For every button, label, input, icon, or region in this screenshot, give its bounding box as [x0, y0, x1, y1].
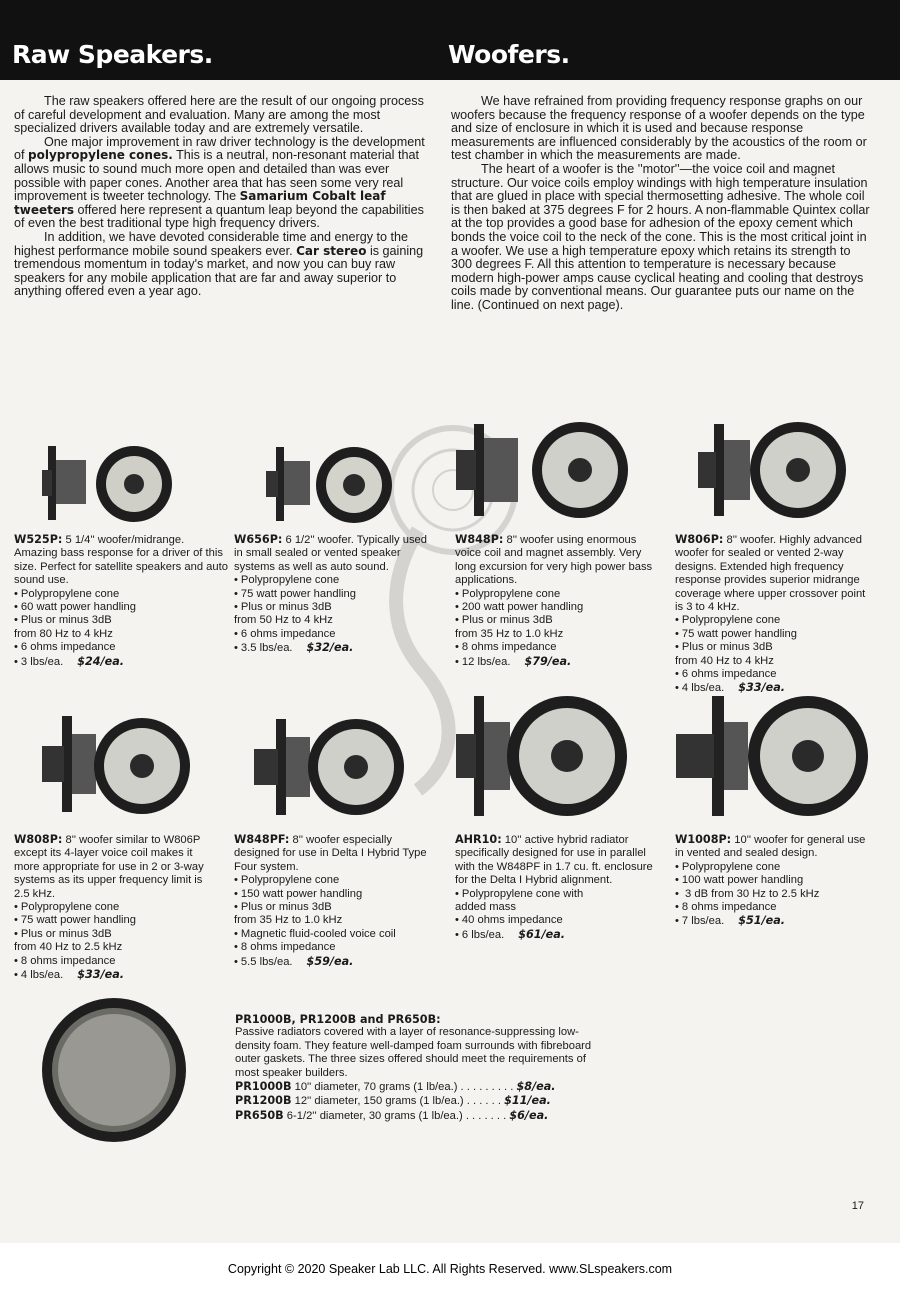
section-title-woofers: Woofers. — [448, 40, 570, 69]
spec-item: • Polypropylene cone — [14, 588, 229, 601]
spec-item: • 8 ohms impedance — [455, 641, 655, 654]
spec-item: • 3 dB from 30 Hz to 2.5 kHz — [675, 888, 875, 901]
intro-left-para-1: The raw speakers offered here are the result of our ongoing process of careful development and evaluation. Many are among the most specialized drivers available today and are extremely versatile. — [14, 94, 424, 136]
spec-item: • Plus or minus 3dB — [14, 928, 214, 941]
spec-item: • Polypropylene cone — [234, 874, 434, 887]
spec-item: • Plus or minus 3dB — [234, 601, 434, 614]
passive-radiators-title: PR1000B, PR1200B and PR650B: — [235, 1013, 441, 1026]
passive-row-pr1000b: PR1000B 10'' diameter, 70 grams (1 lb/ea.) . . . . . . . . . $8/ea. — [235, 1080, 556, 1094]
product-desc: 8'' woofer similar to W806P except its 4-layer voice coil makes it more appropriate for use in 2 or 3-way systems as its upper frequency limit is 2.5 kHz. — [14, 834, 204, 900]
spec-item: from 40 Hz to 2.5 kHz — [14, 941, 123, 954]
page-number: 17 — [851, 1200, 864, 1212]
w848pf-speaker-image — [248, 715, 408, 819]
intro-right-para-2: The heart of a woofer is the ''motor''—the voice coil and magnet structure. Our voice coils employ windings with high temperature insulation that are glued in place with special thermosetting adhesive. The whole coil is then baked at 375 degrees F for 2 hours. A non-flammable Quintex collar at the top provides a good base for adhesion of the epoxy cement which bonds the voice coil to the neck of the cone. This is the most critical joint in a woofer. We use a high temperature epoxy which retains its strength to 300 degrees F. All this attention to temperature is necessary because modern high-power amps cause cyclical heating and cooling that destroys coils made by conventional means. Our guarantee puts our name on the line. (Continued on next page). — [451, 161, 870, 312]
price: $32/ea. — [306, 641, 354, 655]
spec-item: • Polypropylene cone — [234, 574, 434, 587]
section-title-raw-speakers: Raw Speakers. — [12, 40, 213, 69]
product-w806p — [675, 533, 875, 696]
passive-row-pr650b: PR650B 6-1/2'' diameter, 30 grams (1 lb/ea.) . . . . . . . $6/ea. — [235, 1108, 549, 1122]
spec-item: • 200 watt power handling — [455, 601, 655, 614]
spec-item: • 150 watt power handling — [234, 888, 434, 901]
spec-item: from 35 Hz to 1.0 kHz — [234, 914, 343, 927]
price: $24/ea. — [77, 654, 125, 668]
spec-item: • Magnetic fluid-cooled voice coil — [234, 928, 434, 941]
spec-item: • Polypropylene cone — [455, 588, 655, 601]
product-code: W656P: — [234, 533, 283, 546]
product-desc: 5 1/4'' woofer/midrange. Amazing bass response for a driver of this size. Perfect for satellite speakers and auto sound use. — [14, 534, 228, 587]
price: $11/ea. — [504, 1094, 551, 1108]
product-w525p — [14, 533, 229, 669]
copyright-notice: Copyright © 2020 Speaker Lab LLC. All Rights Reserved. www.SLspeakers.com — [227, 1262, 673, 1276]
product-w808p — [14, 833, 214, 982]
spec-item: • Polypropylene cone — [14, 901, 214, 914]
product-w1008p — [675, 833, 875, 929]
highlight-samarium: Samarium Cobalt leaf tweeters — [14, 189, 386, 217]
product-desc: 6 1/2'' woofer. Typically used in small sealed or vented speaker systems as well as auto sound. — [234, 534, 427, 573]
product-w656p — [234, 533, 434, 656]
passive-radiators-block — [235, 1013, 595, 1123]
product-desc: 8'' woofer. Highly advanced woofer for sealed or vented 2-way designs. Extended high frequency response provides superior midrange coverage where upper crossover point is 3 to 4 kHz. — [675, 534, 866, 614]
spec-item: • Polypropylene cone — [675, 861, 875, 874]
spec-list — [455, 888, 655, 943]
price: $61/ea. — [518, 927, 566, 941]
spec-item: • 8 ohms impedance — [675, 901, 875, 914]
product-w848p — [455, 533, 655, 669]
spec-item: • 75 watt power handling — [675, 628, 875, 641]
spec-item: from 35 Hz to 1.0 kHz — [455, 627, 564, 640]
spec-list — [234, 874, 434, 969]
product-code: W848P: — [455, 533, 504, 546]
product-ahr10 — [455, 833, 655, 942]
spec-list — [675, 861, 875, 929]
spec-item: from 50 Hz to 4 kHz — [234, 614, 333, 627]
ahr10-speaker-image — [452, 692, 627, 820]
product-code: AHR10: — [455, 833, 502, 846]
product-code: W525P: — [14, 533, 63, 546]
spec-item: • Plus or minus 3dB — [675, 641, 875, 654]
w525p-speaker-image — [38, 442, 178, 524]
spec-item: added mass — [455, 901, 516, 914]
spec-item: • Plus or minus 3dB — [234, 901, 434, 914]
price: $59/ea. — [306, 954, 354, 968]
spec-item: • Polypropylene cone with — [455, 888, 655, 901]
w806p-speaker-image — [690, 420, 850, 520]
spec-item: • 6 ohms impedance — [234, 628, 434, 641]
spec-list — [675, 614, 875, 695]
spec-item: from 80 Hz to 4 kHz — [14, 627, 113, 640]
spec-item: • 8 ohms impedance — [234, 941, 434, 954]
product-w848pf — [234, 833, 434, 969]
spec-item: • 6 ohms impedance — [675, 668, 875, 681]
spec-weight-price: • 6 lbs/ea. $61/ea. — [455, 928, 655, 942]
highlight-car-stereo: Car stereo — [296, 243, 367, 258]
spec-weight-price: • 4 lbs/ea. $33/ea. — [14, 968, 214, 982]
product-code: W806P: — [675, 533, 724, 546]
w808p-speaker-image — [34, 712, 194, 816]
intro-right-para-1: We have refrained from providing frequency response graphs on our woofers because the frequency response of a woofer depends on the type and size of enclosure in which it is used and because response measurements are influenced considerably by the acoustics of the room or test chamber in which the measurements are made. — [451, 94, 867, 163]
spec-list — [234, 574, 434, 655]
price: $6/ea. — [509, 1108, 549, 1122]
spec-item: • 75 watt power handling — [14, 914, 214, 927]
passive-radiator-image — [40, 996, 188, 1144]
product-code: W808P: — [14, 833, 63, 846]
intro-left-para-2: One major improvement in raw driver technology is the development of polypropylene cones. This is a neutral, non-resonant material that allows music to sound much more open and detailed than was ever possible with paper cones. Another area that has seen some very real improvement is tweeter technology. The Samarium Cobalt leaf tweeters offered here represent a quantum leap beyond the capabilities of even the best traditional type high frequency drivers. — [14, 134, 425, 231]
w848p-speaker-image — [452, 420, 632, 520]
intro-left — [14, 95, 429, 299]
spec-list — [14, 588, 229, 669]
spec-list — [14, 901, 214, 982]
price: $51/ea. — [738, 914, 786, 928]
spec-item: from 40 Hz to 4 kHz — [675, 654, 774, 667]
spec-item: • 8 ohms impedance — [14, 955, 214, 968]
spec-weight-price: • 4 lbs/ea. $33/ea. — [675, 681, 875, 695]
spec-item: • 60 watt power handling — [14, 601, 229, 614]
spec-weight-price: • 3 lbs/ea. $24/ea. — [14, 655, 229, 669]
header-banner — [0, 0, 900, 80]
spec-item: • 40 ohms impedance — [455, 914, 655, 927]
highlight-polypropylene: polypropylene cones. — [28, 148, 173, 163]
spec-item: • Polypropylene cone — [675, 614, 875, 627]
price: $33/ea. — [77, 968, 125, 982]
spec-item: • 100 watt power handling — [675, 874, 875, 887]
spec-item: • 6 ohms impedance — [14, 641, 229, 654]
w1008p-speaker-image — [668, 692, 873, 820]
w656p-speaker-image — [258, 443, 398, 525]
spec-item: • Plus or minus 3dB — [455, 614, 655, 627]
spec-weight-price: • 7 lbs/ea. $51/ea. — [675, 914, 875, 928]
spec-weight-price: • 12 lbs/ea. $79/ea. — [455, 655, 655, 669]
price: $33/ea. — [738, 681, 786, 695]
spec-list — [455, 588, 655, 669]
spec-weight-price: • 3.5 lbs/ea. $32/ea. — [234, 641, 434, 655]
product-code: W848PF: — [234, 833, 290, 846]
intro-right — [451, 95, 871, 313]
spec-item: • 75 watt power handling — [234, 588, 434, 601]
product-code: W1008P: — [675, 833, 732, 846]
spec-weight-price: • 5.5 lbs/ea. $59/ea. — [234, 955, 434, 969]
product-desc: 10'' woofer for general use in vented and sealed design. — [675, 834, 866, 860]
price: $8/ea. — [516, 1080, 556, 1094]
spec-item: • Plus or minus 3dB — [14, 614, 229, 627]
product-desc: 8'' woofer using enormous voice coil and magnet assembly. Very long excursion for very high power bass applications. — [455, 534, 653, 587]
product-desc: 10'' active hybrid radiator specifically designed for use in parallel with the W848PF in 1.7 cu. ft. enclosure for the Delta I Hybrid alignment. — [455, 834, 653, 887]
price: $79/ea. — [524, 654, 572, 668]
intro-left-para-3: In addition, we have devoted considerable time and energy to the highest performance mobile sound speakers ever. Car stereo is gaining tremendous momentum in today's market, and now you can buy raw speakers for any mobile application that are far and away superior to anything offered even a year ago. — [14, 229, 424, 299]
passive-radiators-desc: Passive radiators covered with a layer of resonance-suppressing low-density foam. They feature well-damped foam surrounds with fibreboard outer gaskets. The three sizes offered should meet the requirements of most speaker builders. — [235, 1026, 592, 1079]
passive-row-pr1200b: PR1200B 12'' diameter, 150 grams (1 lb/ea.) . . . . . . $11/ea. — [235, 1094, 551, 1108]
product-desc: 8'' woofer especially designed for use in Delta I Hybrid Type Four system. — [234, 834, 427, 873]
